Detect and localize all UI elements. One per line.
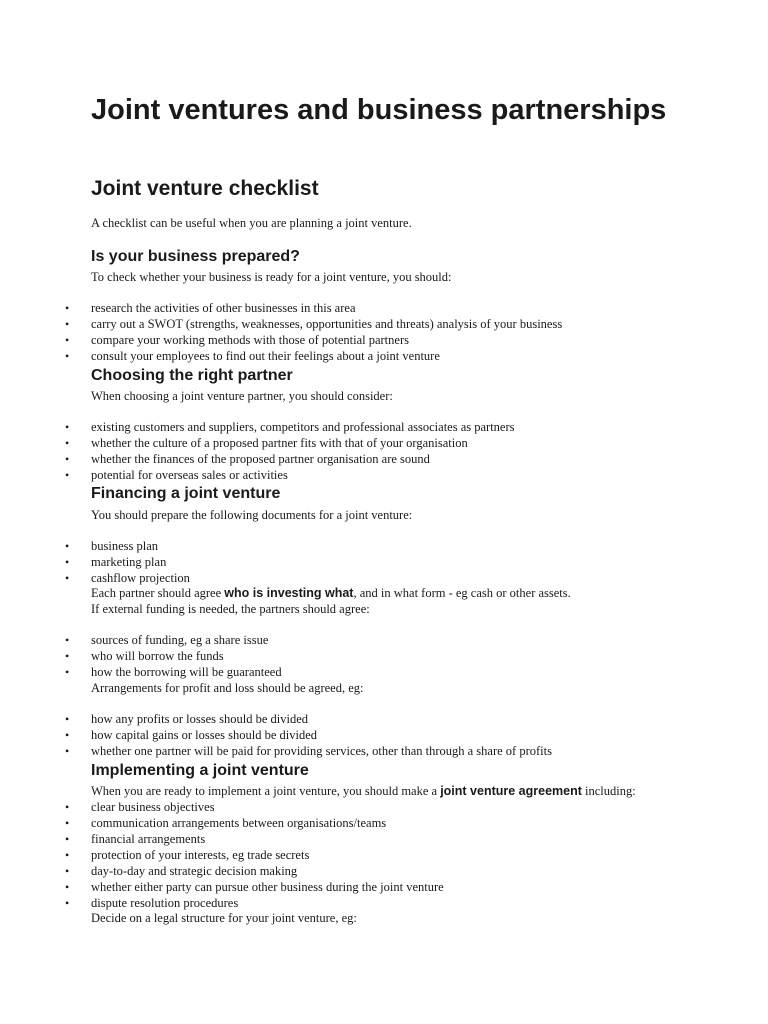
bullet-icon: •	[65, 317, 70, 331]
partner-lead: When choosing a joint venture partner, you should consider:	[91, 389, 393, 403]
bullet-icon: •	[65, 880, 70, 894]
bullet-icon: •	[65, 864, 70, 878]
bullet-icon: •	[65, 832, 70, 846]
bullet-icon: •	[65, 649, 70, 663]
bullet-icon: •	[65, 848, 70, 862]
implementing-lead: When you are ready to implement a joint venture, you should make a joint venture agreement including:	[91, 784, 636, 798]
checklist-heading: Joint venture checklist	[91, 177, 319, 200]
bullet-icon: •	[65, 800, 70, 814]
bullet-icon: •	[65, 712, 70, 726]
financing-heading: Financing a joint venture	[91, 485, 281, 502]
bullet-icon: •	[65, 665, 70, 679]
bullet-icon: •	[65, 301, 70, 315]
bullet-icon: •	[65, 555, 70, 569]
legal-structure-text: Decide on a legal structure for your joint venture, eg:	[91, 911, 357, 925]
intro-text: A checklist can be useful when you are planning a joint venture.	[91, 216, 412, 230]
bullet-icon: •	[65, 816, 70, 830]
partner-heading: Choosing the right partner	[91, 367, 293, 384]
bullet-icon: •	[65, 333, 70, 347]
bullet-icon: •	[65, 728, 70, 742]
agreement-emphasis: joint venture agreement	[440, 784, 582, 798]
bullet-icon: •	[65, 349, 70, 363]
bullet-icon: •	[65, 420, 70, 434]
financing-lead: You should prepare the following documents for a joint venture:	[91, 508, 413, 522]
bullet-icon: •	[65, 539, 70, 553]
prepared-heading: Is your business prepared?	[91, 248, 300, 265]
profit-lead: Arrangements for profit and loss should be agreed, eg:	[91, 681, 364, 695]
bullet-icon: •	[65, 468, 70, 482]
bullet-icon: •	[65, 452, 70, 466]
bullet-icon: •	[65, 436, 70, 450]
agree-emphasis: who is investing what	[224, 586, 354, 600]
implementing-heading: Implementing a joint venture	[91, 762, 309, 779]
agree-text: Each partner should agree who is investing what, and in what form - eg cash or other assets.	[91, 586, 571, 600]
bullet-icon: •	[65, 744, 70, 758]
document-page: Joint ventures and business partnerships Joint venture checklist A checklist can be useful when you are planning a joint venture. Is your business prepared? To check whether your business is ready for a joint venture, you should: • research the activities of other businesses in this area • carry out a SWOT (strengths, weaknesses, opportunities and threats) analysis of your business • compare your working methods with those of potential partners • consult your employees to find out their feelings about a joint venture Choosing the right partner When choosing a joint venture partner, you should consider: • existing customers and suppliers, competitors and professional associates as partners • whether the culture of a proposed partner fits with that of your organisation • whether the finances of the proposed partner organisation are sound • potential for overseas sales or activities Financing a joint venture You should prepare the following documents for a joint venture: • business plan • marketing plan • cashflow projection Each partner should agree who is investing what, and in what form - eg cash or other assets. If external funding is needed, the partners should agree: • sources of funding, eg a share issue • who will borrow the funds • how the borrowing will be guaranteed Arrangements for profit and loss should be agreed, eg: • how any profits or losses should be divided • how capital gains or losses should be divided • whether one partner will be paid for providing services, other than through a share of profits Implementing a joint venture When you are ready to implement a joint venture, you should make a joint venture agreement including: • clear business objectives • communication arrangements between organisations/teams • financial arrangements • protection of your interests, eg trade secrets • day-to-day and strategic decision making • whether either party can pursue other business during the joint venture • dispute resolution procedures Decide on a legal structure for your joint venture, eg:	[0, 0, 768, 1024]
bullet-icon: •	[65, 571, 70, 585]
bullet-icon: •	[65, 633, 70, 647]
prepared-lead: To check whether your business is ready for a joint venture, you should:	[91, 270, 452, 284]
bullet-icon: •	[65, 896, 70, 910]
external-funding-text: If external funding is needed, the partners should agree:	[91, 602, 370, 616]
page-title: Joint ventures and business partnerships	[91, 94, 667, 126]
